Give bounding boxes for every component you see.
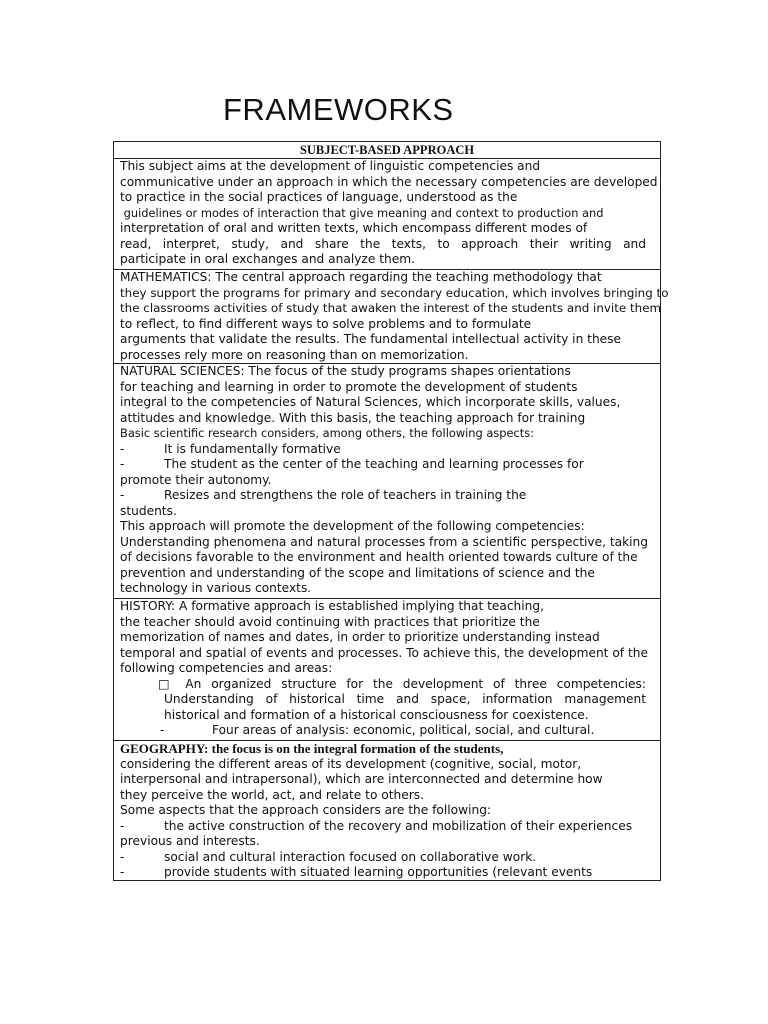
bullet-continuation: previous and interests.: [120, 834, 260, 848]
natural-sciences-line: of decisions favorable to the environment and health oriented towards culture of the: [120, 550, 638, 564]
language-line: read, interpret, study, and share the texts, to approach their writing and: [120, 236, 646, 251]
natural-sciences-line: prevention and understanding of the scope and limitations of science and the: [120, 565, 595, 580]
natural-sciences-cell: [114, 364, 660, 599]
language-line: to practice in the social practices of language, understood as the: [120, 190, 518, 204]
list-item: [120, 488, 660, 504]
bullet-text: Four areas of analysis: economic, political, social, and cultural.: [212, 723, 595, 737]
subject-approach-table: [113, 141, 669, 881]
list-item: [120, 442, 660, 458]
bullet-text: the active construction of the recovery and mobilization of their experiences: [164, 818, 633, 833]
geography-line: considering the different areas of its development (cognitive, social, motor,: [120, 756, 582, 771]
bullet-dash: -: [120, 818, 125, 833]
bullet-continuation: students.: [120, 503, 177, 518]
history-line: HISTORY: A formative approach is established implying that teaching,: [120, 599, 545, 613]
natural-sciences-line: technology in various contexts.: [120, 581, 312, 595]
language-line: participate in oral exchanges and analyze them.: [120, 252, 415, 266]
mathematics-cell: [114, 270, 669, 364]
bullet-dash: -: [120, 865, 125, 879]
bullet-dash: -: [120, 488, 125, 502]
language-line: communicative under an approach in which the necessary competencies are developed: [120, 174, 658, 189]
geography-cell: [114, 741, 660, 880]
language-cell: [114, 159, 660, 270]
table-header: SUBJECT-BASED APPROACH: [114, 142, 660, 159]
list-item: [120, 865, 660, 881]
history-line: the teacher should avoid continuing with practices that prioritize the: [120, 614, 540, 629]
list-item: [120, 723, 660, 739]
history-list-item: □ An organized structure for the development of three competencies:: [158, 676, 646, 691]
language-line: This subject aims at the development of linguistic competencies and: [120, 159, 541, 173]
list-item: [120, 850, 660, 866]
mathematics-line: processes rely more on reasoning than on memorization.: [120, 347, 469, 362]
geography-line: interpersonal and intrapersonal), which are interconnected and determine how: [120, 772, 603, 786]
history-cell: [114, 599, 660, 741]
history-line: memorization of names and dates, in order to prioritize understanding instead: [120, 630, 600, 644]
geography-line: they perceive the world, act, and relate to others.: [120, 787, 424, 802]
bullet-text: Resizes and strengthens the role of teachers in training the: [164, 488, 527, 502]
natural-sciences-line: for teaching and learning in order to promote the development of students: [120, 379, 578, 394]
natural-sciences-line: attitudes and knowledge. With this basis, the teaching approach for training: [120, 410, 586, 425]
bullet-dash: -: [120, 457, 125, 471]
natural-sciences-line: This approach will promote the development of the following competencies:: [120, 519, 585, 533]
geography-heading: GEOGRAPHY: the focus is on the integral formation of the students,: [120, 741, 504, 756]
mathematics-line: arguments that validate the results. The fundamental intellectual activity in these: [120, 332, 622, 346]
natural-sciences-line: Basic scientific research considers, among others, the following aspects:: [120, 426, 535, 440]
bullet-text: provide students with situated learning opportunities (relevant events: [164, 865, 593, 879]
bullet-text: The student as the center of the teaching and learning processes for: [164, 457, 584, 471]
bullet-dash: -: [160, 723, 165, 737]
mathematics-line: the classrooms activities of study that awaken the interest of the students and invite them: [120, 301, 662, 315]
mathematics-line: to reflect, to find different ways to solve problems and to formulate: [120, 316, 532, 331]
list-item: [120, 457, 660, 473]
list-item: [120, 819, 660, 835]
geography-line: Some aspects that the approach considers are the following:: [120, 803, 492, 817]
bullet-dash: -: [120, 441, 125, 456]
history-list-continuation: Understanding of historical time and space, information management: [164, 692, 646, 706]
bullet-continuation: promote their autonomy.: [120, 472, 272, 487]
language-line: interpretation of oral and written texts, which encompass different modes of: [120, 221, 588, 235]
bullet-dash: -: [120, 849, 125, 864]
history-line: following competencies and areas:: [120, 661, 333, 675]
natural-sciences-line: NATURAL SCIENCES: The focus of the study programs shapes orientations: [120, 364, 571, 378]
natural-sciences-line: Understanding phenomena and natural processes from a scientific perspective, taking: [120, 534, 648, 549]
bullet-text: It is fundamentally formative: [164, 441, 341, 456]
history-line: temporal and spatial of events and processes. To achieve this, the development of the: [120, 645, 648, 660]
page-title: FRAMEWORKS: [223, 92, 454, 127]
mathematics-line: they support the programs for primary and secondary education, which involves bringing to: [120, 285, 669, 300]
history-list-continuation: historical and formation of a historical consciousness for coexistence.: [164, 707, 589, 722]
bullet-text: social and cultural interaction focused on collaborative work.: [164, 849, 537, 864]
natural-sciences-line: integral to the competencies of Natural Sciences, which incorporate skills, values,: [120, 395, 621, 409]
mathematics-line: MATHEMATICS: The central approach regarding the teaching methodology that: [120, 270, 602, 284]
language-line: guidelines or modes of interaction that give meaning and context to production and: [120, 205, 604, 220]
